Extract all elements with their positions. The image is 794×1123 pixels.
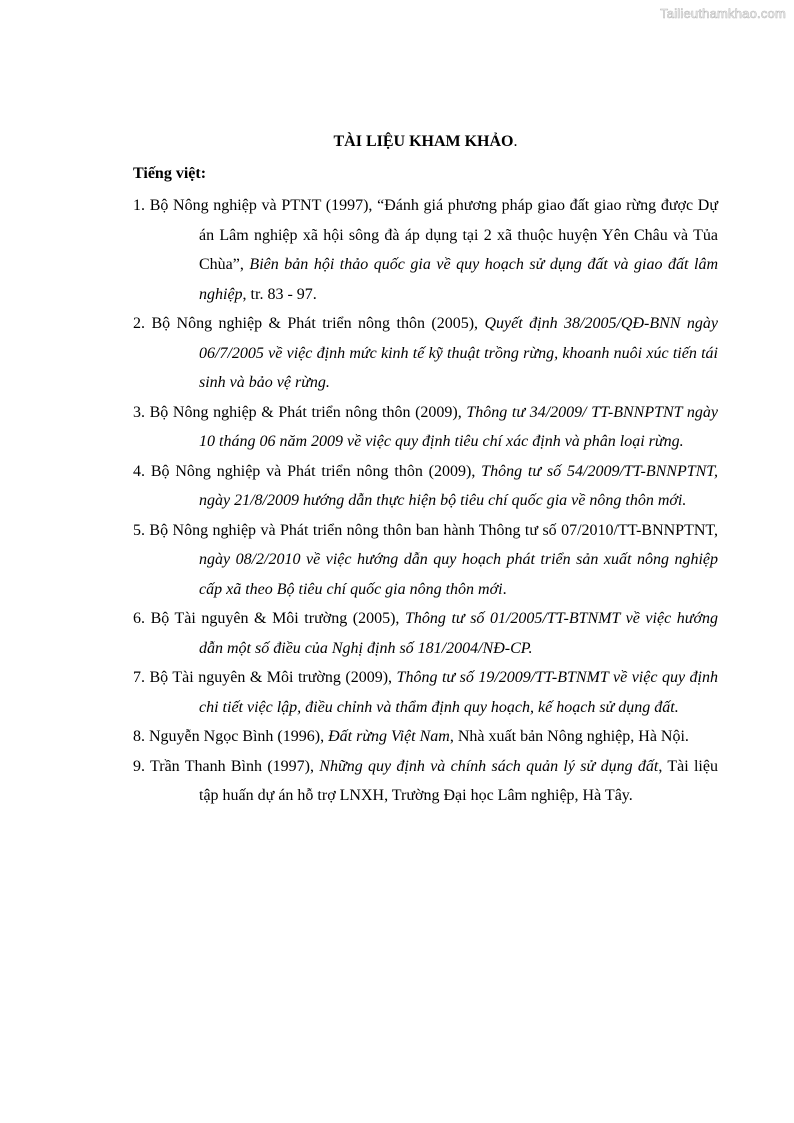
section-heading: Tiếng việt: [133, 165, 207, 182]
reference-title-italic: Quyết định 38/2005/QĐ-BNN ngày 06/7/2005 về việc định mức kinh tế kỹ thuật trồng rừng, khoanh nuôi xúc tiến tái sinh và bảo vệ rừng. [199, 315, 718, 391]
reference-title-italic: Thông tư số 54/2009/TT-BNNPTNT, ngày 21/8/2009 hướng dẫn thực hiện bộ tiêu chí quốc gia về nông thôn mới. [199, 462, 718, 509]
reference-text: , Nhà xuất bản Nông nghiệp, Hà Nội. [449, 728, 689, 745]
reference-text: 5. Bộ Nông nghiệp và Phát triển nông thôn ban hành Thông tư số 07/2010/TT-BNNPTNT, [133, 521, 718, 539]
reference-item [133, 722, 718, 752]
reference-title-italic: Biên bản hội thảo quốc gia về quy hoạch sử dụng đất và giao đất lâm nghiệp [199, 256, 719, 303]
reference-text: 1. Bộ Nông nghiệp và PTNT (1997), “Đánh giá phương pháp giao đất giao rừng được Dự án Lâm nghiệp xã hội sông đà áp dụng tại 2 xã thuộc huyện Yên Châu và Tủa Chùa”, [133, 197, 718, 273]
reference-item [133, 752, 718, 811]
reference-title-italic: Những quy định và chính sách quản lý sử dụng đất [319, 757, 659, 775]
reference-list [133, 191, 718, 811]
page-title-suffix: . [513, 133, 518, 150]
reference-item [133, 309, 718, 398]
reference-text: 8. Nguyễn Ngọc Bình (1996), [133, 728, 329, 745]
watermark-text: Tailieuthamkhao.com [660, 6, 786, 21]
reference-text: , Tài liệu tập huấn dự án hỗ trợ LNXH, Trường Đại học Lâm nghiệp, Hà Tây. [199, 757, 718, 804]
reference-text: 7. Bộ Tài nguyên & Môi trường (2009), [133, 669, 397, 686]
reference-title-italic: Thông tư số 01/2005/TT-BTNMT về việc hướng dẫn một số điều của Nghị định số 181/2004/NĐ-CP. [199, 610, 719, 657]
reference-text: . [502, 580, 507, 598]
reference-title-italic: Đất rừng Việt Nam [328, 728, 450, 745]
document-page [133, 130, 718, 811]
reference-text: 4. Bộ Nông nghiệp và Phát triển nông thôn (2009), [133, 462, 482, 480]
reference-item [133, 663, 718, 722]
reference-text: 2. Bộ Nông nghiệp & Phát triển nông thôn (2005), [133, 315, 485, 332]
reference-title-italic: ngày 08/2/2010 về việc hướng dẫn quy hoạch phát triển sản xuất nông nghiệp cấp xã theo Bộ tiêu chí quốc gia nông thôn mới [199, 551, 718, 598]
reference-text: 3. Bộ Nông nghiệp & Phát triển nông thôn (2009), [133, 403, 467, 421]
reference-title-italic: Thông tư 34/2009/ TT-BNNPTNT ngày 10 tháng 06 năm 2009 về việc quy định tiêu chí xác định và phân loại rừng. [199, 403, 718, 450]
reference-text: 6. Bộ Tài nguyên & Môi trường (2005), [133, 610, 405, 627]
reference-item [133, 516, 718, 605]
reference-title-italic: Thông tư số 19/2009/TT-BTNMT về việc quy định chi tiết việc lập, điều chỉnh và thẩm định quy hoạch, kế hoạch sử dụng đất. [199, 669, 719, 716]
page-title-text: TÀI LIỆU KHAM KHẢO [333, 133, 514, 150]
reference-item [133, 191, 718, 309]
reference-item [133, 398, 718, 457]
reference-item [133, 604, 718, 663]
reference-text: 9. Trần Thanh Bình (1997), [133, 757, 320, 775]
page-title [133, 130, 718, 154]
reference-text: , tr. 83 - 97. [242, 285, 317, 303]
reference-item [133, 457, 718, 516]
